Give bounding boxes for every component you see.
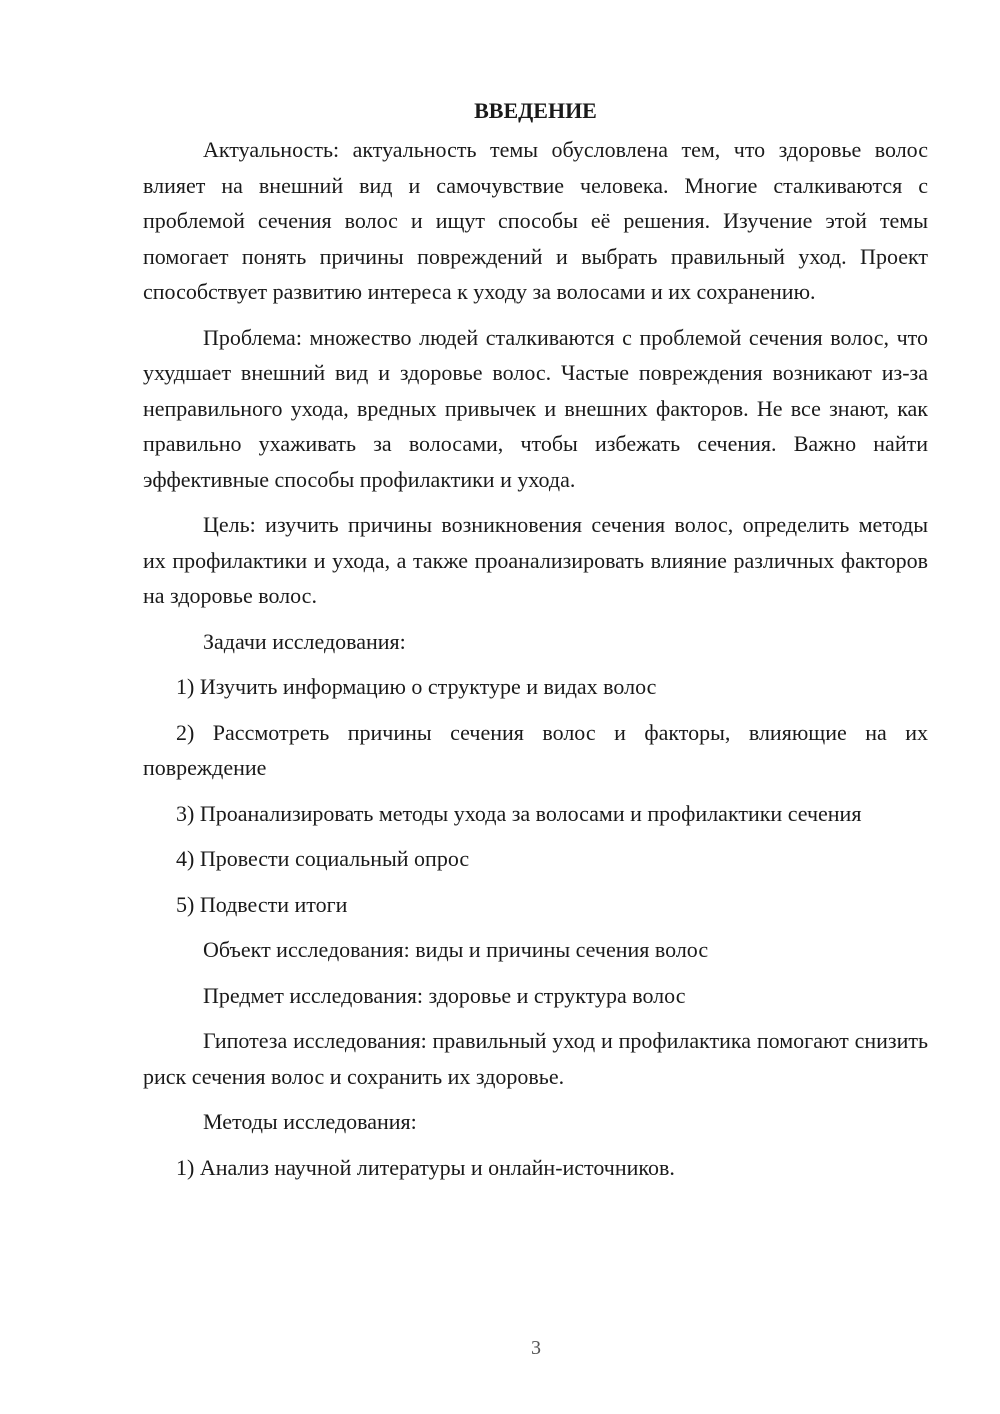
method-item-1: 1) Анализ научной литературы и онлайн-источников. bbox=[176, 1154, 675, 1180]
relevance-paragraph: Актуальность: актуальность темы обусловлена тем, что здоровье волос влияет на внешний вид и самочувствие человека. Многие сталкиваются с проблемой сечения волос и ищут способы её решения. Изучение этой темы помогает понять причины повреждений и выбрать правильный уход. Проект способствует развитию интереса к уходу за волосами и их сохранению. bbox=[143, 137, 928, 304]
tasks-heading: Задачи исследования: bbox=[203, 628, 406, 654]
task-item-5: 5) Подвести итоги bbox=[176, 891, 348, 917]
methods-heading: Методы исследования: bbox=[203, 1109, 417, 1134]
task-item-1: 1) Изучить информацию о структуре и видах волос bbox=[176, 674, 657, 699]
subject-paragraph: Предмет исследования: здоровье и структура волос bbox=[203, 982, 686, 1008]
object-paragraph: Объект исследования: виды и причины сечения волос bbox=[203, 937, 709, 962]
hypothesis-paragraph: Гипотеза исследования: правильный уход и профилактика помогают снизить риск сечения волос и сохранить их здоровье. bbox=[143, 1028, 928, 1089]
problem-paragraph: Проблема: множество людей сталкиваются с проблемой сечения волос, что ухудшает внешний вид и здоровье волос. Частые повреждения возникают из-за неправильного ухода, вредных привычек и внешних факторов. Не все знают, как правильно ухаживать за волосами, чтобы избежать сечения. Важно найти эффективные способы профилактики и ухода. bbox=[143, 324, 928, 492]
page-number: 3 bbox=[531, 1337, 541, 1359]
task-item-2: 2) Рассмотреть причины сечения волос и факторы, влияющие на их повреждение bbox=[143, 719, 928, 780]
page-content bbox=[143, 96, 928, 1195]
section-title: ВВЕДЕНИЕ bbox=[474, 98, 597, 123]
task-item-4: 4) Провести социальный опрос bbox=[176, 846, 470, 871]
task-item-3: 3) Проанализировать методы ухода за волосами и профилактики сечения bbox=[176, 800, 862, 826]
goal-paragraph: Цель: изучить причины возникновения сечения волос, определить методы их профилактики и ухода, а также проанализировать влияние различных факторов на здоровье волос. bbox=[143, 512, 928, 608]
